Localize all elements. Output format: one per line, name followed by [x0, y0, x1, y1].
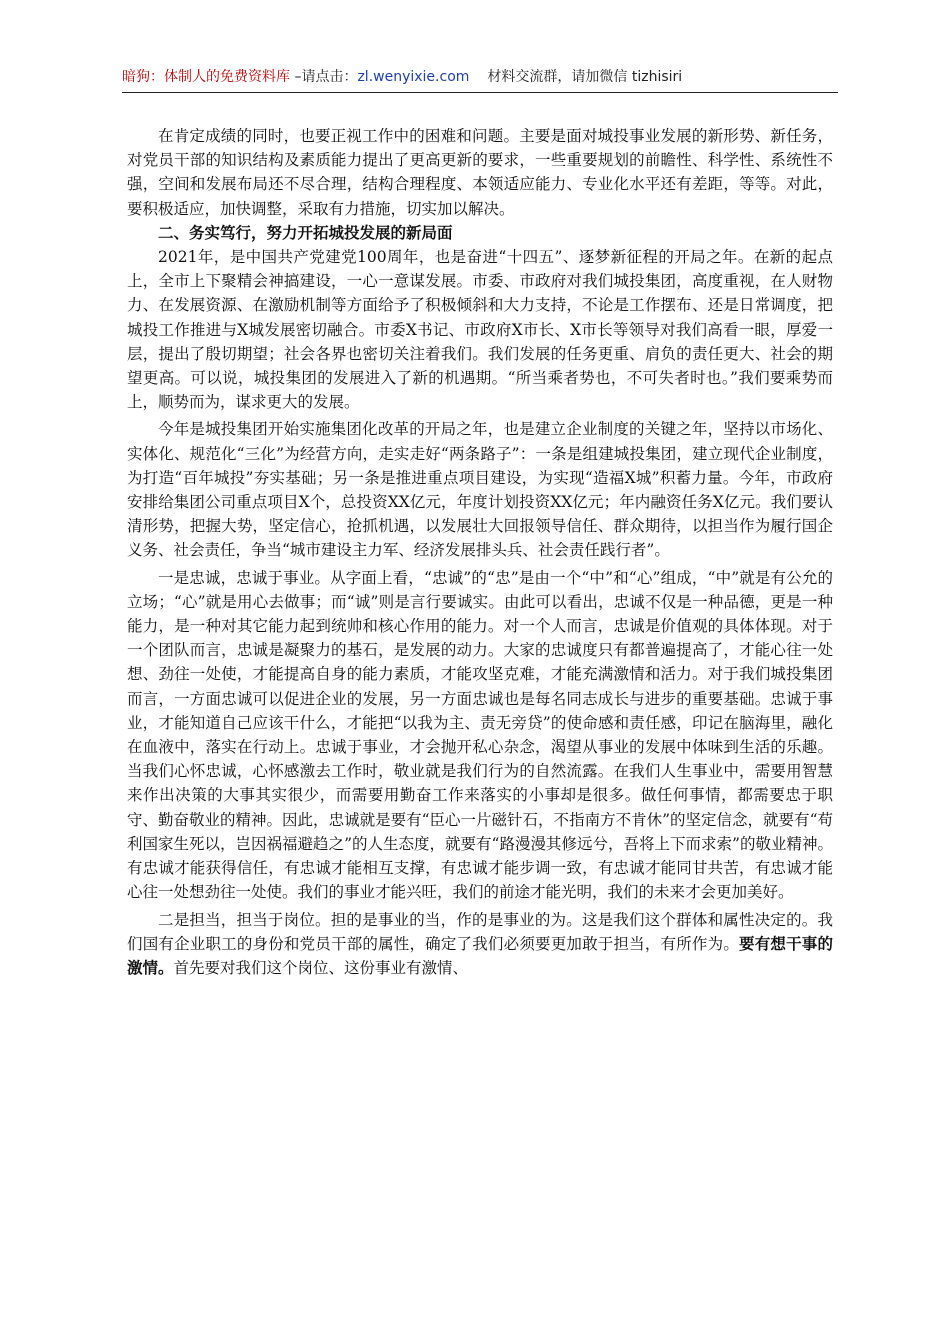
- paragraph-responsibility: [127, 908, 833, 981]
- header-contact: 材料交流群，请加微信 tizhisiri: [487, 69, 683, 85]
- page-header: [122, 66, 830, 86]
- paragraph-difficulties: 在肯定成绩的同时，也要正视工作中的困难和问题。主要是面对城投事业发展的新形势、新任务，对党员干部的知识结构及素质能力提出了更高更新的要求，一些重要规划的前瞻性、科学性、系统性不强，空间和发展布局还不尽合理，结构合理程度、本领适应能力、专业化水平还有差距，等等。对此，要积极适应，加快调整，采取有力措施，切实加以解决。: [127, 127, 833, 218]
- header-link-prefix: –请点击：: [290, 69, 358, 85]
- responsibility-tail: 首先要对我们这个岗位、这份事业有激情、: [173, 958, 469, 977]
- document-body: [127, 124, 833, 980]
- header-rule: [122, 92, 838, 93]
- responsibility-intro: 二是担当，担当于岗位。担的是事业的当，作的是事业的为。这是我们这个群体和属性决定的。我们国有企业职工的身份和党员干部的属性，确定了我们必须要更加敢于担当，有所作为。: [127, 910, 833, 953]
- section-heading: 二、务实笃行，努力开拓城投发展的新局面: [158, 222, 453, 242]
- header-url-link[interactable]: zl.wenyixie.com: [357, 69, 470, 85]
- responsibility-emphasis: 要有想干事的激情。: [127, 933, 833, 977]
- paragraph-2021: 2021年，是中国共产党建党100周年，也是奋进“十四五”、逐梦新征程的开局之年。在新的起点上，全市上下聚精会神搞建设，一心一意谋发展。市委、市政府对我们城投集团，高度重视，在人财物力、在发展资源、在激励机制等方面给予了积极倾斜和大力支持，不论是工作摆布、还是日常调度，把城投工作推进与X城发展密切融合。市委X书记、市政府X市长、X市长等领导对我们高看一眼，厚爱一层，提出了殷切期望；社会各界也密切关注着我们。我们发展的任务更重、肩负的责任更大、社会的期望更高。可以说，城投集团的发展进入了新的机遇期。“所当乘者势也，不可失者时也。”我们要乘势而上，顺势而为，谋求更大的发展。: [127, 248, 833, 412]
- paragraph-loyalty: 一是忠诚，忠诚于事业。从字面上看，“忠诚”的“忠”是由一个“中”和“心”组成，“中”就是有公允的立场；“心”就是用心去做事；而“诚”则是言行要诚实。由此可以看出，忠诚不仅是一种品德，更是一种能力，是一种对其它能力起到统帅和核心作用的能力。对一个人而言，忠诚是价值观的具体体现。对于一个团队而言，忠诚是凝聚力的基石，是发展的动力。大家的忠诚度只有都普遍提高了，才能心往一处想、劲往一处使，才能提高自身的能力素质，才能攻坚克难，才能充满激情和活力。对于我们城投集团而言，一方面忠诚可以促进企业的发展，另一方面忠诚也是每名同志成长与进步的重要基础。忠诚于事业，才能知道自己应该干什么，才能把“以我为主、责无旁贷”的使命感和责任感，印记在脑海里，融化在血液中，落实在行动上。忠诚于事业，才会抛开私心杂念，渴望从事业的发展中体味到生活的乐趣。当我们心怀忠诚，心怀感激去工作时，敬业就是我们行为的自然流露。在我们人生事业中，需要用智慧来作出决策的大事其实很少，而需要用勤奋工作来落实的小事却是很多。做任何事情，都需要忠于职守、勤奋敬业的精神。因此，忠诚就是要有“臣心一片磁针石，不指南方不肯休”的坚定信念，就要有“苟利国家生死以，岂因祸福避趋之”的人生态度，就要有“路漫漫其修远兮，吾将上下而求索”的敬业精神。有忠诚才能获得信任，有忠诚才能相互支撑，有忠诚才能步调一致，有忠诚才能同甘共苦，有忠诚才能心往一处想劲往一处使。我们的事业才能兴旺，我们的前途才能光明，我们的未来才会更加美好。: [127, 568, 833, 902]
- header-brand: 暗狗：体制人的免费资料库: [122, 69, 290, 85]
- paragraph-reform-year: 今年是城投集团开始实施集团化改革的开局之年，也是建立企业制度的关键之年，坚持以市场化、实体化、规范化“三化”为经营方向，走实走好“两条路子”：一条是组建城投集团，建立现代企业制度，为打造“百年城投”夯实基础；另一条是推进重点项目建设，为实现“造福X城”积蓄力量。今年，市政府安排给集团公司重点项目X个，总投资XX亿元，年度计划投资XX亿元；年内融资任务X亿元。我们要认清形势，把握大势，坚定信心，抢抓机遇，以发展壮大回报领导信任、群众期待，以担当作为履行国企义务、社会责任，争当“城市建设主力军、经济发展排头兵、社会责任践行者”。: [127, 420, 833, 560]
